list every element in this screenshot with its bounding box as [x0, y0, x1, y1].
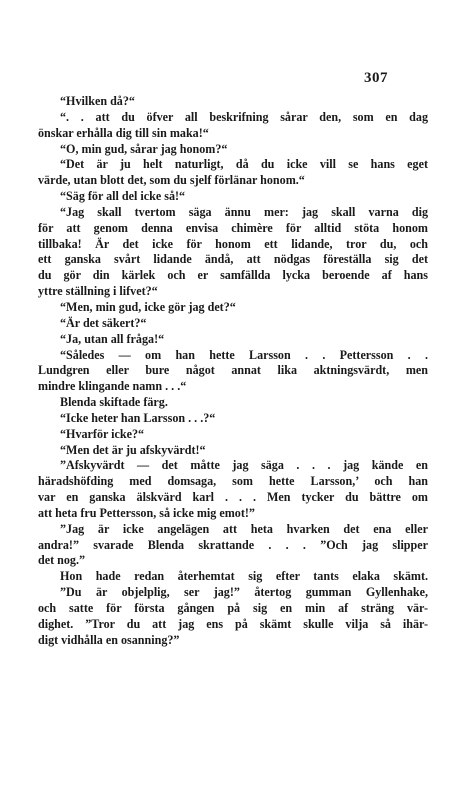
text-line: “Således — om han hette Larsson . . Pettersson . . — [60, 347, 428, 362]
text-line: “Är det säkert?“ — [60, 315, 147, 330]
text-line: för att genom denna envisa chimère för alltid stöta honom — [38, 220, 428, 235]
text-line: “Men, min gud, icke gör jag det?“ — [60, 299, 236, 314]
body-text — [38, 94, 428, 649]
text-line: värde, utan blott det, som du sjelf förlänar honom.“ — [38, 173, 305, 188]
text-line: ett ganska svårt lidande ändå, att nödgas föreställa sig det — [38, 252, 428, 267]
text-line: ”Afskyvärdt — det måtte jag säga . . . jag kände en — [60, 458, 428, 473]
text-line: häradshöfding med domsaga, som hette Larsson,’ och han — [38, 474, 428, 489]
text-line: yttre ställning i lifvet?“ — [38, 284, 158, 299]
text-line: “Men det är ju afskyvärdt!“ — [60, 442, 206, 457]
text-line: “Icke heter han Larsson . . .?“ — [60, 410, 216, 425]
text-line: “Det är ju helt naturligt, då du icke vill se hans eget — [60, 157, 428, 172]
text-line: “O, min gud, sårar jag honom?“ — [60, 141, 228, 156]
text-line: önskar erhålla dig till sin maka!“ — [38, 125, 209, 140]
text-line: att heta fru Pettersson, så icke mig emot!” — [38, 505, 255, 520]
text-line: ”Jag är icke angelägen att heta hvarken det ena eller — [60, 521, 428, 536]
text-line: mindre klingande namn . . .“ — [38, 379, 187, 394]
text-line: “Hvilken då?“ — [60, 94, 135, 108]
text-line: Blenda skiftade färg. — [60, 395, 168, 410]
text-line: digt vidhålla en osanning?” — [38, 632, 180, 647]
text-line: tillbaka! Är det icke för honom ett lidande, tror du, och — [38, 236, 428, 251]
text-line: “Hvarför icke?“ — [60, 426, 145, 441]
text-line: ”Du är objelplig, ser jag!” återtog gumman Gyllenhake, — [60, 585, 428, 600]
text-line: du gör din kärlek och er samfällda lycka beroende af hans — [38, 268, 428, 283]
text-line: andra!” svarade Blenda skrattande . . . ”Och jag slipper — [38, 537, 428, 552]
text-line: “Ja, utan all fråga!“ — [60, 331, 165, 346]
text-line: dighet. ”Tror du att jag ens på skämt skulle vilja så ihär- — [38, 616, 428, 631]
text-line: och satte för första gången på sig en min af sträng vär- — [38, 601, 428, 615]
text-line: Lundgren eller bure något annat lika aktningsvärdt, men — [38, 363, 428, 378]
text-line: “Jag skall tvertom säga ännu mer: jag skall varna dig — [60, 204, 428, 219]
text-line: Hon hade redan återhemtat sig efter tants elaka skämt. — [60, 569, 428, 584]
page-number: 307 — [364, 70, 388, 86]
text-line: var en ganska älskvärd karl . . . Men tycker du bättre om — [38, 490, 428, 505]
text-line: det nog.” — [38, 553, 86, 568]
text-line: “Säg för all del icke så!“ — [60, 189, 186, 204]
text-line: “. . att du öfver all beskrifning sårar den, som en dag — [60, 109, 428, 124]
